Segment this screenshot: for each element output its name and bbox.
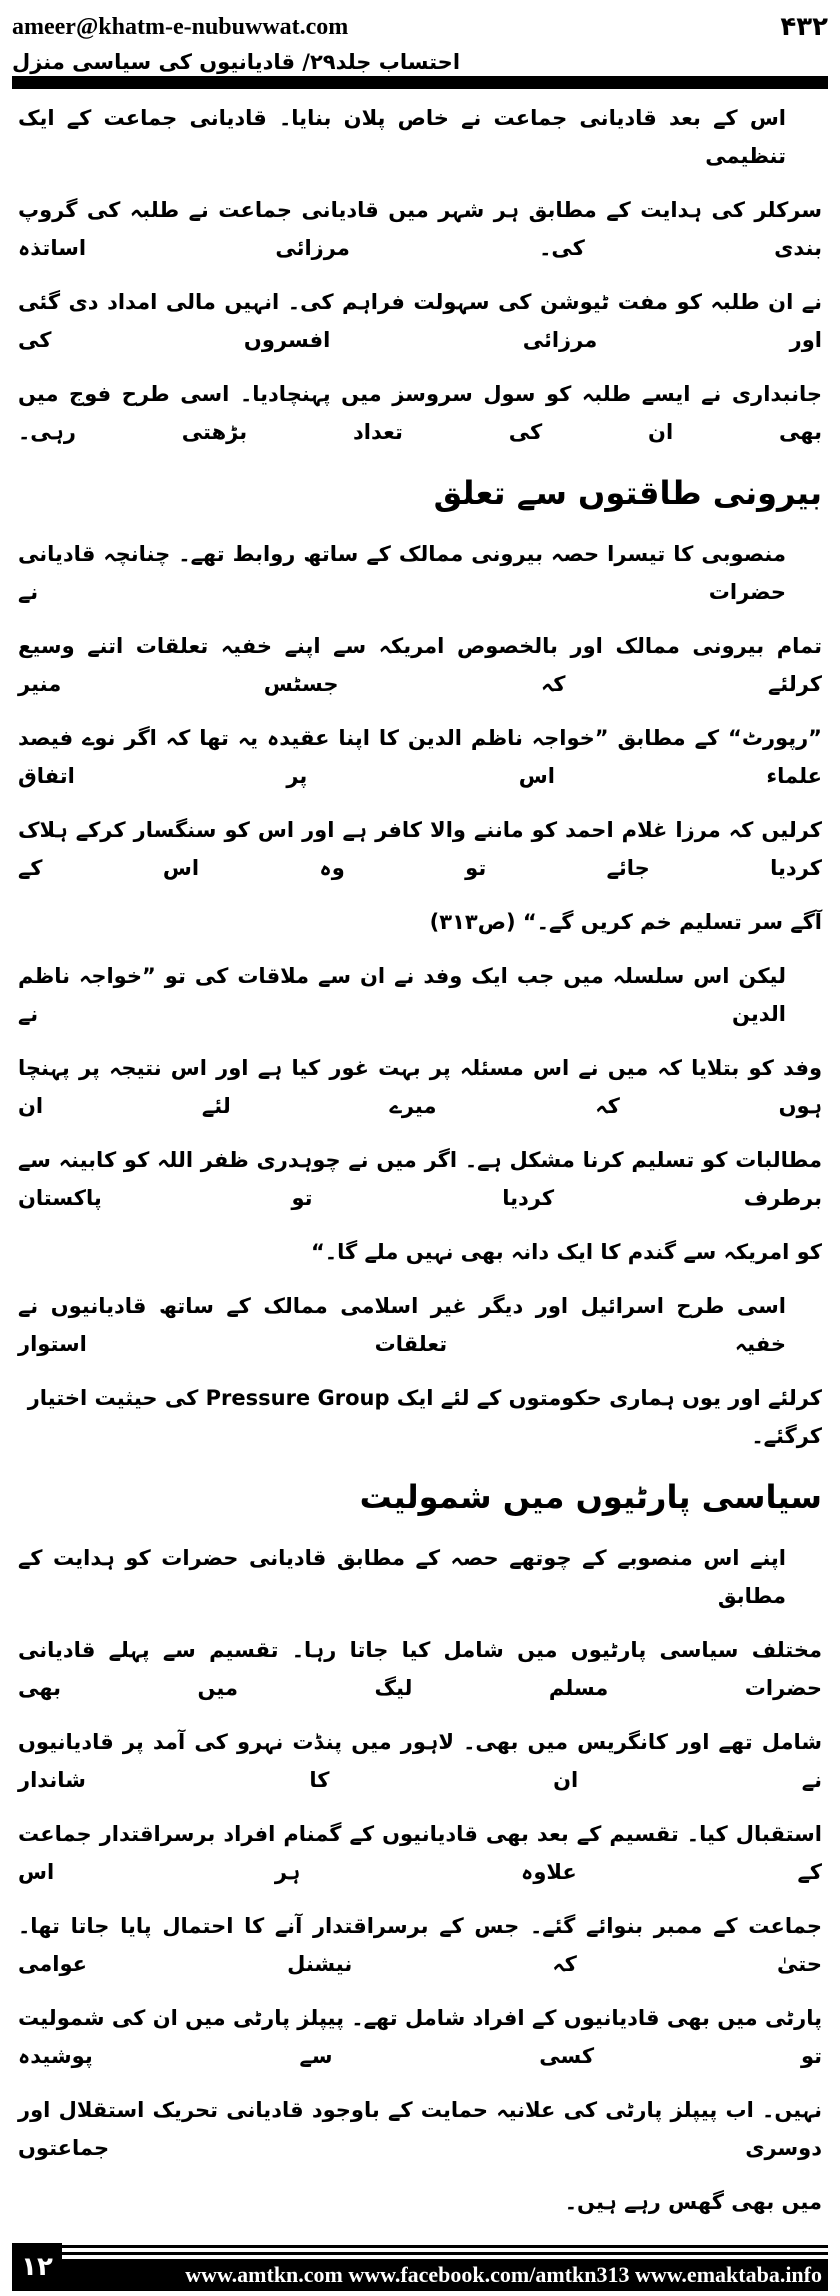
- footer-page-number: ۱۲: [12, 2243, 62, 2291]
- text-line: استقبال کیا۔ تقسیم کے بعد بھی قادیانیوں کے گمنام افراد برسراقتدار جماعت کے علاوہ ہر اس: [18, 1822, 822, 1884]
- text-line: نے ان طلبہ کو مفت ٹیوشن کی سہولت فراہم کی۔ انہیں مالی امداد دی گئی اور مرزائی افسروں کی: [18, 290, 822, 352]
- paragraph: [18, 949, 822, 1279]
- header-page-number: ۴۳۲: [780, 12, 828, 42]
- footer-rule: [62, 2245, 828, 2248]
- text-line: کرلئے اور یوں ہماری حکومتوں کے لئے ایک Pressure Group کی حیثیت اختیار کرگئے۔: [27, 1386, 822, 1448]
- paragraph: [18, 91, 822, 459]
- text-line: سرکلر کی ہدایت کے مطابق ہر شہر میں قادیانی جماعت نے طلبہ کی گروپ بندی کی۔ مرزائی اساتذہ: [18, 198, 822, 260]
- text-line: لیکن اس سلسلہ میں جب ایک وفد نے ان سے ملاقات کی تو ”خواجہ ناظم الدین نے: [18, 964, 786, 1026]
- text-line: اسی طرح اسرائیل اور دیگر غیر اسلامی ممالک کے ساتھ قادیانیوں نے خفیہ تعلقات استوار: [18, 1294, 786, 1356]
- text-line: مختلف سیاسی پارٹیوں میں شامل کیا جاتا رہا۔ تقسیم سے پہلے قادیانی حضرات مسلم لیگ میں بھی: [18, 1638, 822, 1700]
- text-line: جانبداری نے ایسے طلبہ کو سول سروسز میں پہنچادیا۔ اسی طرح فوج میں بھی ان کی تعداد بڑھتی رہی۔: [18, 382, 822, 444]
- text-line: جماعت کے ممبر بنوائے گئے۔ جس کے برسراقتدار آنے کا احتمال پایا جاتا تھا۔ حتیٰ کہ نیشنل عوامی: [18, 1914, 822, 1976]
- header-email: ameer@khatm-e-nubuwwat.com: [12, 13, 349, 40]
- text-line: وفد کو بتلایا کہ میں نے اس مسئلہ پر بہت غور کیا ہے اور اس نتیجہ پر پہنچا ہوں کہ میرے لئے ان: [18, 1056, 822, 1118]
- footer-right: [62, 2243, 828, 2291]
- section-heading: بیرونی طاقتوں سے تعلق: [433, 474, 822, 512]
- text-line: ”رپورٹ“ کے مطابق ”خواجہ ناظم الدین کا اپنا عقیدہ یہ تھا کہ اگر نوے فیصد علماء اس پر اتفاق: [18, 726, 822, 788]
- text-line: پارٹی میں بھی قادیانیوں کے افراد شامل تھے۔ پیپلز پارٹی میں ان کی شمولیت تو کسی سے پوشیدہ: [18, 2006, 822, 2068]
- text-line: میں بھی گھس رہے ہیں۔: [564, 2190, 822, 2214]
- section-heading: سیاسی پارٹیوں میں شمولیت: [359, 1478, 822, 1516]
- running-header: [12, 0, 828, 74]
- footer-rule: [62, 2252, 828, 2255]
- footer-links: www.amtkn.com www.facebook.com/amtkn313 www.emaktaba.info: [62, 2259, 828, 2291]
- text-line: آگے سر تسلیم خم کریں گے۔“ (ص۳۱۳): [429, 910, 822, 934]
- text-line: مطالبات کو تسلیم کرنا مشکل ہے۔ اگر میں نے چوہدری ظفر اللہ کو کابینہ سے برطرف کردیا تو پاکستان: [18, 1148, 822, 1210]
- text-line: کرلیں کہ مرزا غلام احمد کو ماننے والا کافر ہے اور اس کو سنگسار کرکے ہلاک کردیا جائے تو وہ اس کے: [18, 818, 822, 880]
- text-line: اس کے بعد قادیانی جماعت نے خاص پلان بنایا۔ قادیانی جماعت کے ایک تنظیمی: [18, 106, 786, 168]
- text-line: تمام بیرونی ممالک اور بالخصوص امریکہ سے اپنے خفیہ تعلقات اتنے وسیع کرلئے کہ جسٹس منیر: [18, 634, 822, 696]
- text-line: کو امریکہ سے گندم کا ایک دانہ بھی نہیں ملے گا۔“: [310, 1240, 822, 1264]
- header-rule: [12, 76, 828, 89]
- header-title: احتساب جلد۲۹/ قادیانیوں کی سیاسی منزل: [12, 50, 461, 74]
- text-line: شامل تھے اور کانگریس میں بھی۔ لاہور میں پنڈت نہرو کی آمد پر قادیانیوں نے ان کا شاندار: [18, 1730, 822, 1792]
- text-line: نہیں۔ اب پیپلز پارٹی کی علانیہ حمایت کے باوجود قادیانی تحریک استقلال اور دوسری جماعتوں: [18, 2098, 822, 2160]
- text-line: اپنے اس منصوبے کے چوتھے حصہ کے مطابق قادیانی حضرات کو ہدایت کے مطابق: [18, 1546, 786, 1608]
- page-footer: [12, 2243, 828, 2291]
- paragraph: [18, 1531, 822, 2229]
- paragraph: [18, 527, 822, 949]
- paragraph: [18, 1279, 822, 1463]
- page-body: [12, 89, 828, 2229]
- book-page: [12, 0, 828, 2296]
- text-line: منصوبی کا تیسرا حصہ بیرونی ممالک کے ساتھ روابط تھے۔ چنانچہ قادیانی حضرات نے: [18, 542, 786, 604]
